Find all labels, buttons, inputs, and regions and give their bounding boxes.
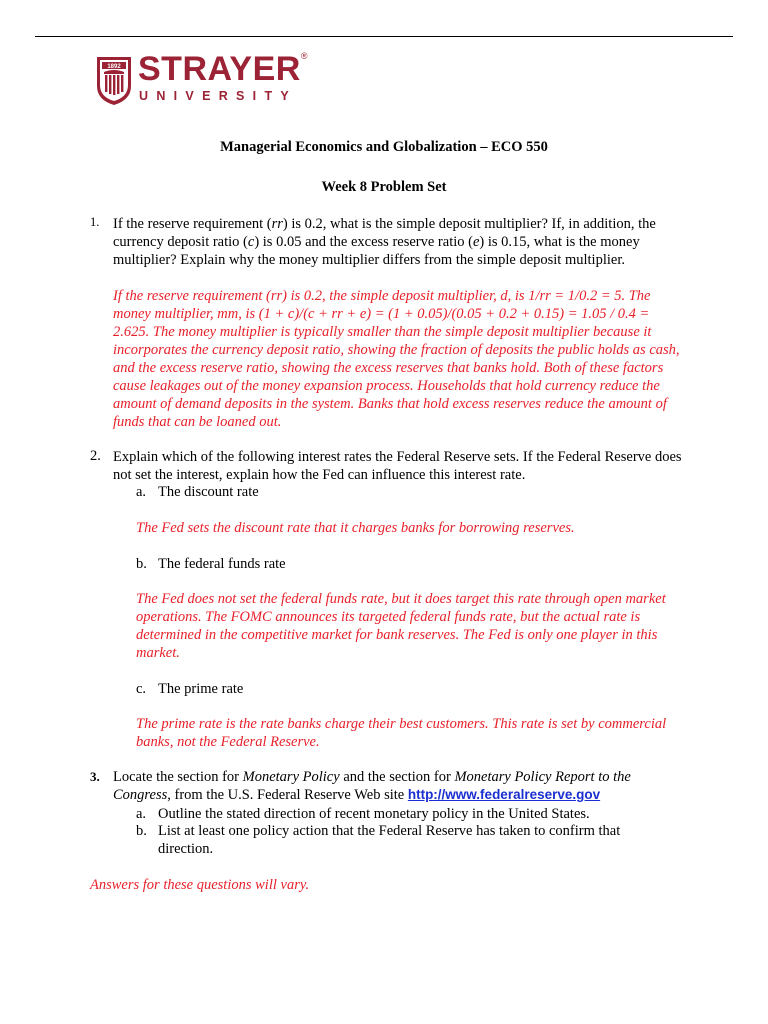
q2-item-a: a. The discount rate [136, 484, 259, 500]
q2-a-answer: The Fed sets the discount rate that it charges banks for borrowing reserves. [136, 520, 575, 536]
q1-question: If the reserve requirement (rr) is 0.2, what is the simple deposit multiplier? If, in addition, the currency deposit ratio (c) is 0.05 and the excess reserve ratio (e) is 0.15, what is the money multiplier? Explain why the money multiplier differs from the simple deposit multiplier. [113, 216, 656, 268]
q3-answer: Answers for these questions will vary. [90, 877, 310, 893]
q2-number: 2. [90, 448, 101, 464]
q1-answer: If the reserve requirement (rr) is 0.2, the simple deposit multiplier, d, is 1/rr = 1/0.2 = 5. The money multiplier, mm, is (1 + c)/(c + rr + e) = (1 + 0.05)/(0.05 + 0.2 + 0.15) = 1.05 / 0.4 = 2.625. The money multiplier is typically smaller than the simple deposit multiplier because it incorporates the currency deposit ratio, showing the fraction of deposits the public holds as cash, and the excess reserve ratio, showing the excess reserves that banks hold. Both of these factors cause leakages out of the money expansion process. Households that hold currency reduce the amount of demand deposits in the system. Banks that hold excess reserves reduce the amount of funds that can be loaned out. [113, 288, 680, 430]
q2-c-answer: The prime rate is the rate banks charge their best customers. This rate is set by commercial banks, not the Federal Reserve. [136, 716, 667, 750]
strayer-seal-icon [96, 56, 132, 106]
course-title: Managerial Economics and Globalization – ECO 550 [220, 139, 548, 155]
q2-question: Explain which of the following interest rates the Federal Reserve sets. If the Federal Reserve does not set the interest, explain how the Fed can influence this interest rate. [113, 449, 682, 483]
assignment-title: Week 8 Problem Set [321, 179, 447, 195]
q3-item-b: b. List at least one policy action that the Federal Reserve has taken to confirm that direction. [136, 823, 621, 857]
q2-item-b: b. The federal funds rate [136, 556, 286, 572]
federal-reserve-link[interactable]: http://www.federalreserve.gov [407, 787, 601, 802]
q3-item-a: a. Outline the stated direction of recent monetary policy in the United States. [136, 806, 590, 822]
logo-wordmark: STRAYER® [138, 50, 308, 88]
top-rule [35, 36, 733, 37]
q3-question: Locate the section for Monetary Policy and the section for Monetary Policy Report to the Congress, from the U.S. Federal Reserve Web site http://www.federalreserve.gov [113, 769, 631, 803]
q1-number: 1. [90, 215, 100, 229]
strayer-logo [96, 50, 336, 108]
q3-number: 3. [90, 769, 100, 784]
q2-item-c: c. The prime rate [136, 681, 244, 697]
seal-year: 1892 [107, 64, 121, 70]
q2-b-answer: The Fed does not set the federal funds rate, but it does target this rate through open market operations. The FOMC announces its targeted federal funds rate, but the actual rate is determined in the competitive market for bank reserves. The Fed is only one player in this market. [136, 591, 666, 661]
logo-subtitle: UNIVERSITY [139, 89, 298, 103]
